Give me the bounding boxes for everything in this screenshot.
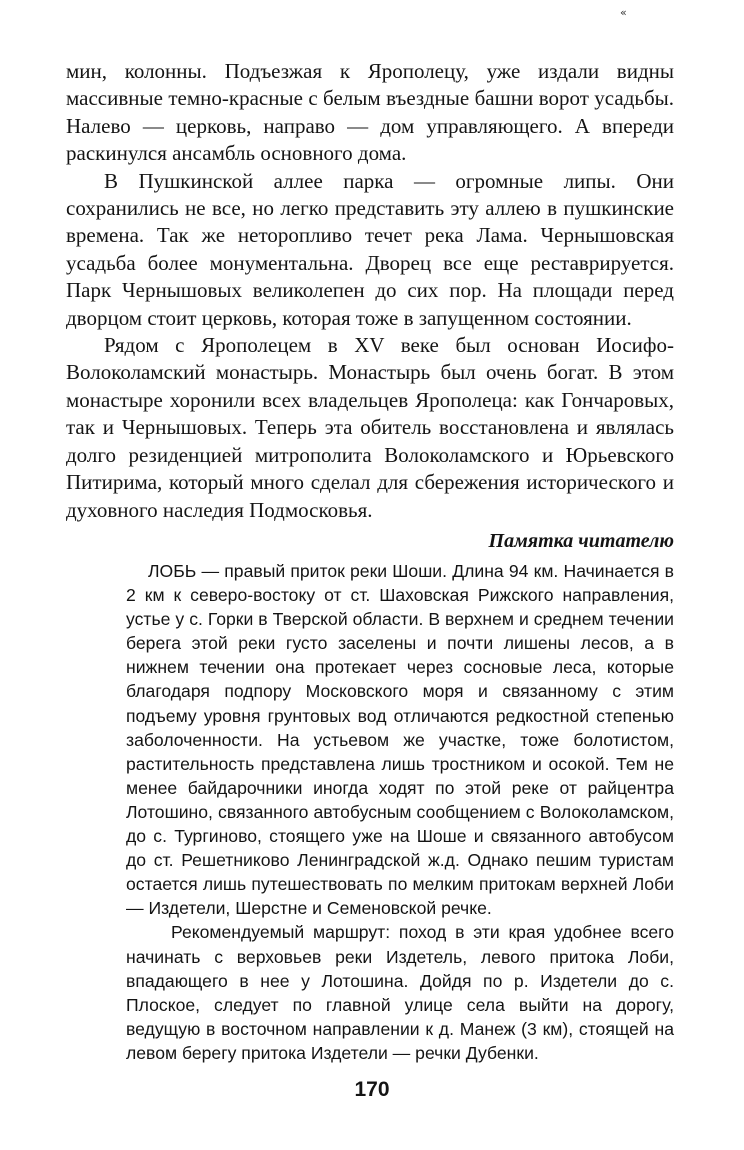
page-number: 170 [354, 1078, 390, 1101]
corner-mark: « [620, 6, 627, 19]
main-paragraph-2: В Пушкинской аллее парка — огромные липы. Они сохранились не все, но легко представить эту аллею в пушкинские времена. Так же неторопливо течет река Лама. Чернышовская усадьба более монументальна. Дворец все еще реставрируется. Парк Чернышовых великолепен до сих пор. На площади перед дворцом стоит церковь, которая тоже в запущенном состоянии. [66, 168, 674, 330]
reader-note-paragraph-1: ЛОБЬ — правый приток реки Шоши. Длина 94 км. Начинается в 2 км к северо-востоку от ст. Шаховская Рижского направления, устье у с. Горки в Тверской области. В верхнем и среднем течении берега этой реки густо заселены и почти лишены лесов, а в нижнем течении она протекает через сосновые леса, которые благодаря подпору Московского моря и связанному с этим подъему уровня грунтовых вод отличаются редкостной степенью заболоченности. На устьевом же участке, тоже болотистом, растительность представлена лишь тростником и осокой. Тем не менее байдарочники иногда ходят по этой реке от райцентра Лотошино, связанного автобусным сообщением с Волоколамском, до с. Тургиново, стоящего уже на Шоше и связанного автобусом до ст. Решетниково Ленинградской ж.д. Однако пешим туристам остается лишь путешествовать по мелким притокам верхней Лоби — Издетели, Шерстне и Семеновской речке. [126, 561, 674, 919]
reader-note-title: Памятка читателю [488, 530, 674, 552]
reader-note [126, 527, 674, 1065]
reader-note-body [126, 559, 674, 1065]
main-paragraph-3: Рядом с Ярополецем в XV веке был основан Иосифо-Волоколамский монастырь. Монастырь был очень богат. В этом монастыре хоронили всех владельцев Ярополеца: как Гончаровых, так и Чернышовых. Теперь эта обитель восстановлена и являлась долго резиденцией митрополита Волоколамского и Юрьевского Питирима, который много сделал для сбережения исторического и духовного наследия Подмосковья. [66, 333, 674, 522]
main-paragraph-1: мин, колонны. Подъезжая к Ярополецу, уже издали видны массивные темно-красные с белым въездные башни ворот усадьбы. Налево — церковь, направо — дом управляющего. А впереди раскинулся ансамбль основного дома. [66, 59, 674, 166]
reader-note-paragraph-2: Рекомендуемый маршрут: поход в эти края удобнее всего начинать с верховьев реки Издетель, левого притока Лоби, впадающего в нее у Лотошина. Дойдя по р. Издетели до с. Плоское, следует по главной улице села выйти на дорогу, ведущую в восточном направлении к д. Манеж (3 км), стоящей на левом берегу притока Издетели — речки Дубенки. [126, 922, 674, 1063]
main-text [66, 58, 674, 524]
